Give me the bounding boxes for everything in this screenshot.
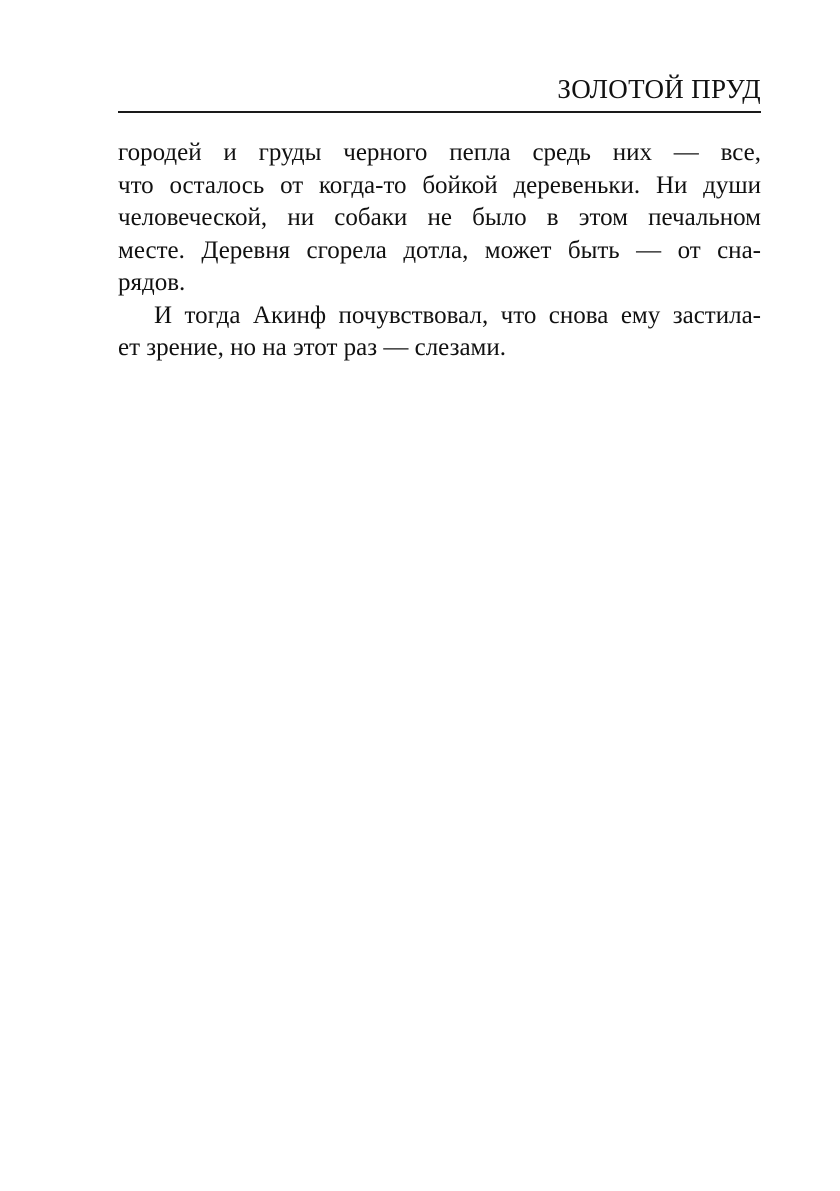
paragraph-1 <box>118 137 761 300</box>
paragraph-2 <box>118 300 761 365</box>
text-line: что осталось от когда-то бойкой деревеньки. Ни души <box>118 171 761 199</box>
text-line: человеческой, ни собаки не было в этом печальном <box>118 204 761 231</box>
running-title: ЗОЛОТОЙ ПРУД <box>557 74 761 104</box>
text-line: ет зрение, но на этот раз — слезами. <box>118 334 506 361</box>
running-header <box>118 68 761 113</box>
text-line: рядов. <box>118 269 186 296</box>
text-line: И тогда Акинф почувствовал, что снова ему застила- <box>154 301 761 329</box>
page-body <box>118 137 761 365</box>
text-line: месте. Деревня сгорела дотла, может быть — от сна- <box>118 236 761 264</box>
text-line: городей и груды черного пепла средь них — все, <box>118 139 761 166</box>
